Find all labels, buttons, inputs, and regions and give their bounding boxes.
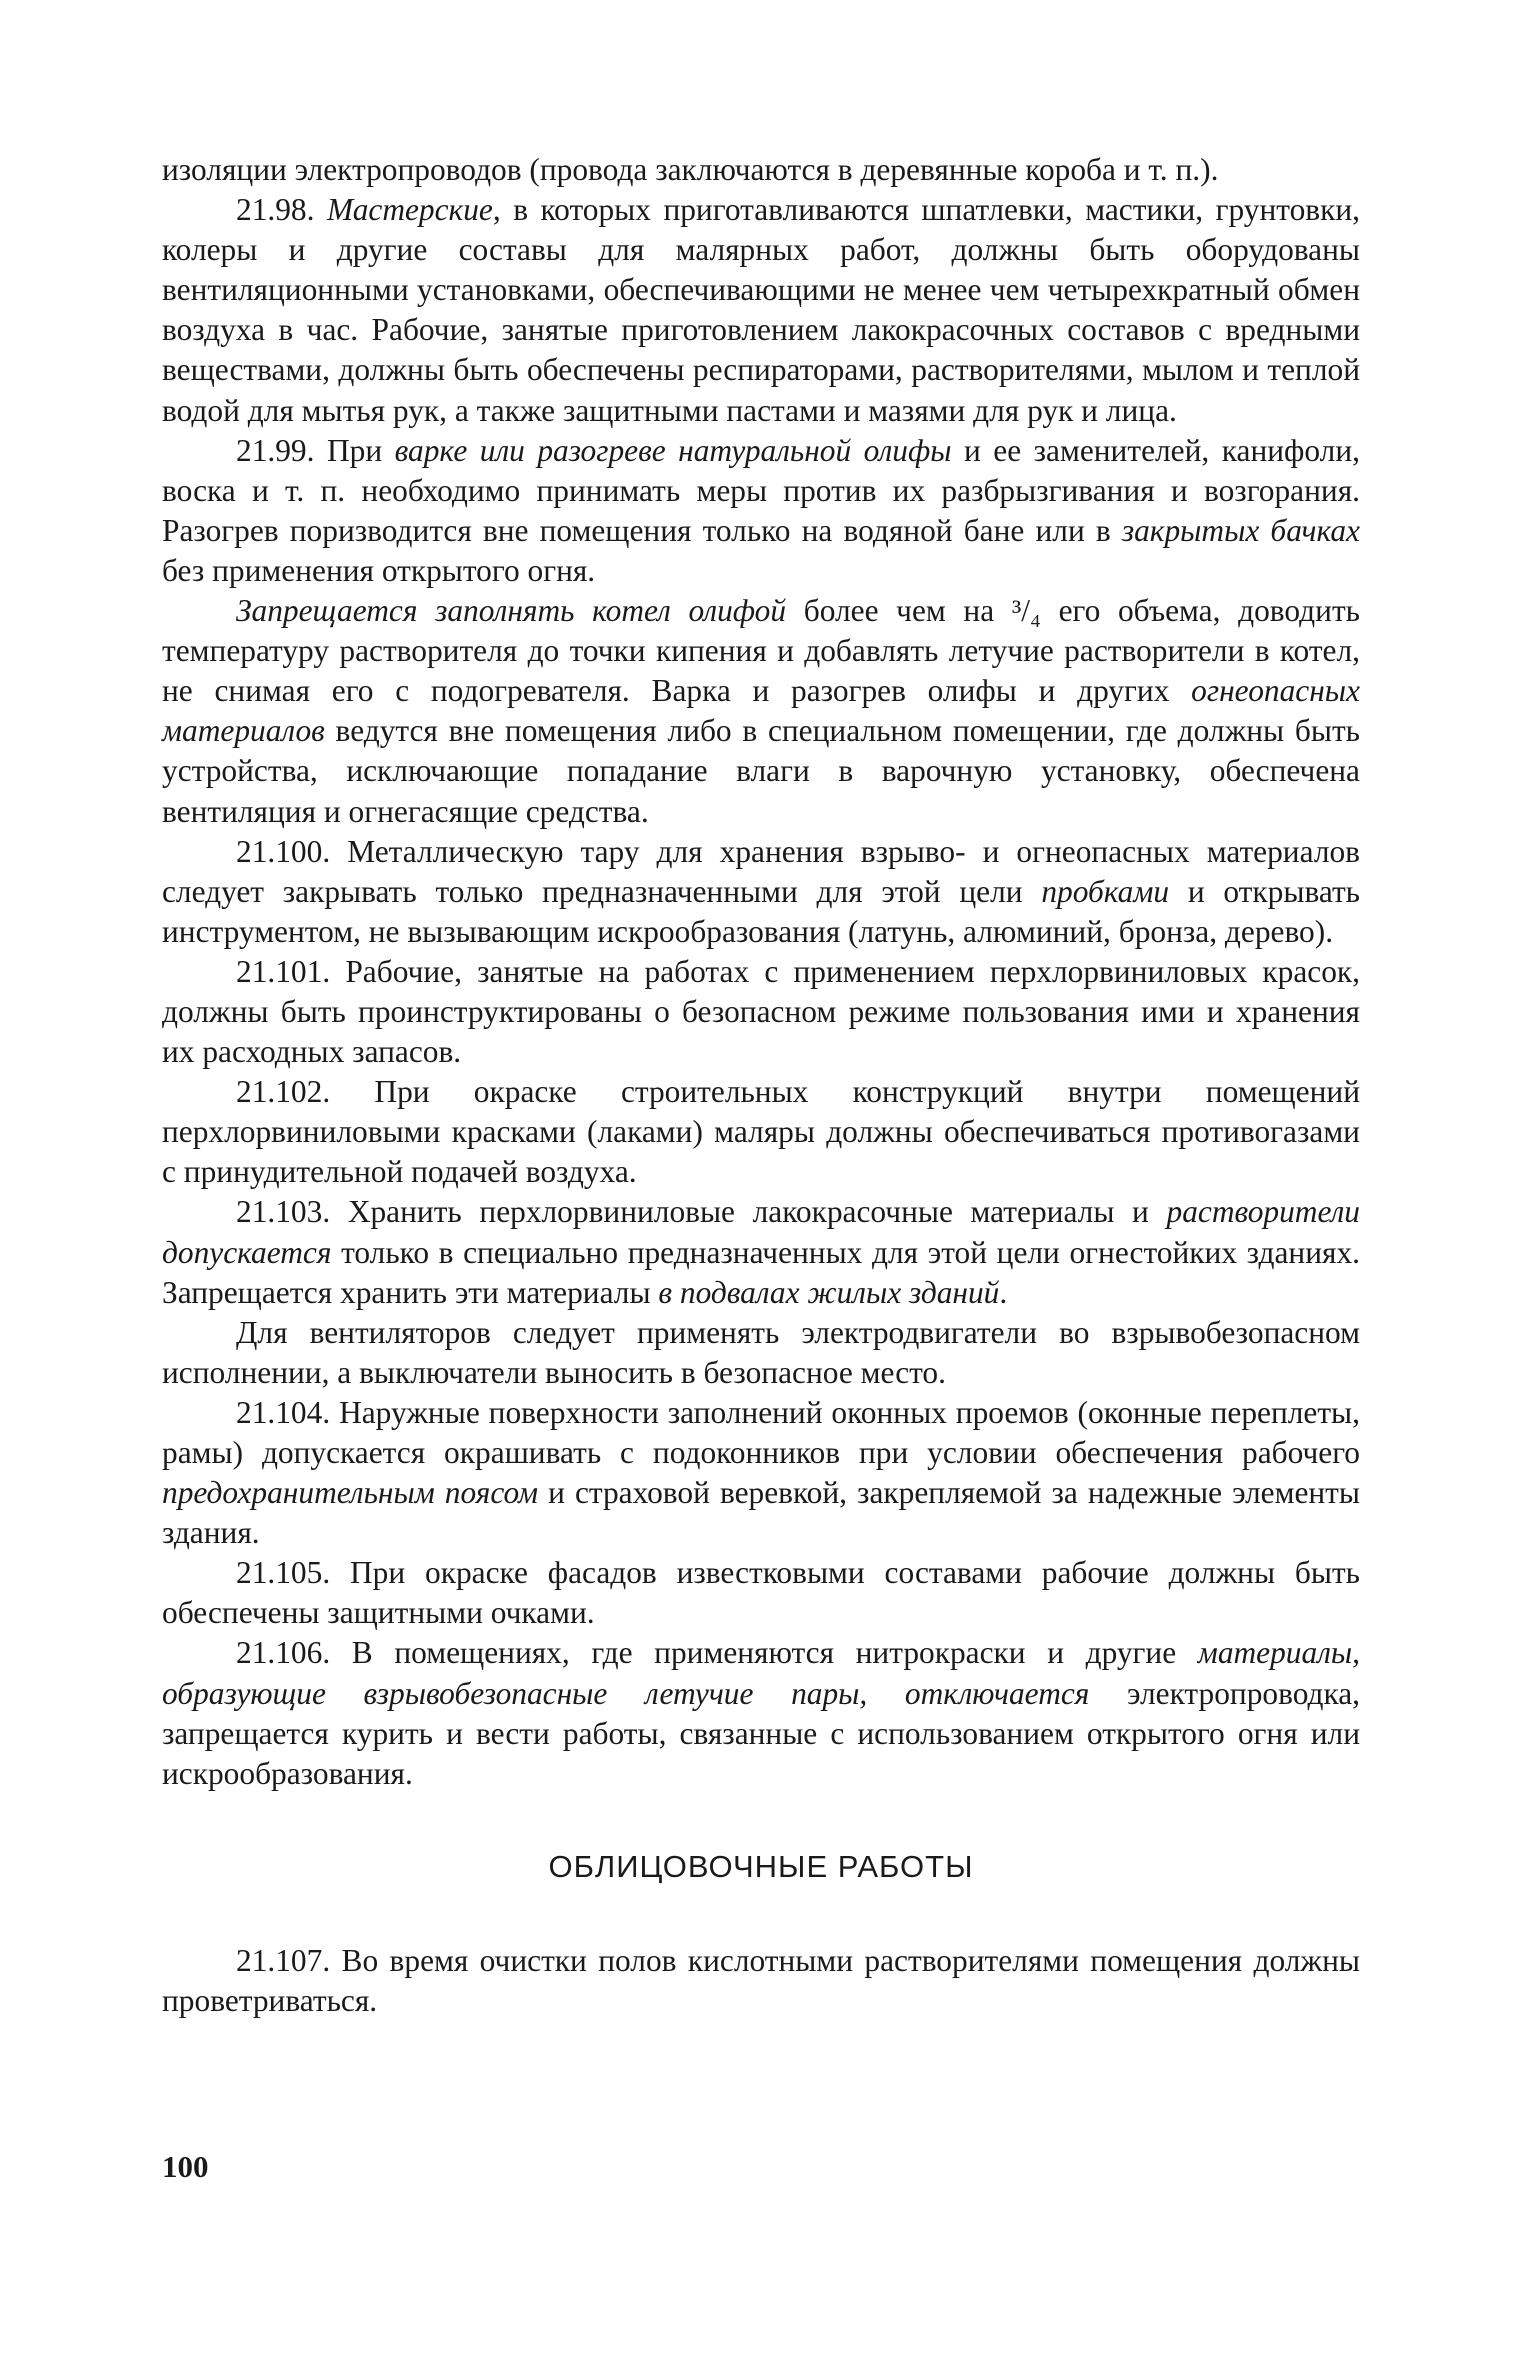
italic-run: предохранительным поясом [162,1475,539,1511]
text-run: электропроводка, запрещается курить и вести работы, связанные с использованием открытого огня или искрообразования. [162,1675,1361,1791]
paragraph-p21-102 [162,1072,1360,1192]
text-run: без применения открытого огня. [162,552,596,588]
text-run: 21.106. В помещениях, где применяются нитрокраски и другие [236,1635,1198,1671]
page-number: 100 [162,2149,209,2184]
text-run: ведутся вне помещения либо в специальном помещении, где должны быть устройства, исключающие попадание влаги в варочную установку, обеспечена вентиляция и огнегасящие средства. [162,713,1360,829]
text-run: , в которых приготавливаются шпатлевки, мастики, грунтовки, колеры и другие составы для малярных работ, должны быть оборудованы вентиляционными установками, обеспечивающими не менее чем четырехкратный обмен воздуха в час. Рабочие, занятые приготовлением лакокрасочных составов с вредными веществами, должны быть обеспечены респираторами, растворителями, мылом и теплой водой для мытья рук, а также защитными пастами и мазями для рук и лица. [162,192,1360,428]
text-run: . [999,1274,1008,1310]
paragraph-p21-100 [162,832,1360,952]
text-run: 21.101. Рабочие, занятые на работах с применением перхлорвиниловых красок, должны быть проинструктированы о безопасном режиме пользования ими и хранения их расходных запасов. [162,953,1360,1070]
section-heading: ОБЛИЦОВОЧНЫЕ РАБОТЫ [548,1848,974,1884]
page-body [162,150,1360,2021]
text-run: и ее заменителей, канифоли, воска и т. п. необходимо принимать меры против их разбрызгивания и возгорания. Разогрев поризводится вне помещения только на водяной бане или в [162,432,1360,548]
italic-run: варке или разогреве натуральной олифы [394,432,952,468]
italic-run: материалы, образующие взрывобезопасные летучие пары, отключается [162,1635,1360,1711]
text-run: 21.105. При окраске фасадов известковыми составами рабочие должны быть обеспечены защитными очками. [162,1555,1360,1631]
paragraph-p21-101 [162,952,1360,1072]
italic-run: Мастерские [326,192,493,228]
italic-run: огнеопасных материалов [162,673,1360,749]
text-run: 21.104. Наружные поверхности заполнений оконных проемов (оконные переплеты, рамы) допускается окрашивать с подоконников при условии обеспечения рабочего [162,1394,1360,1470]
body-text-bottom [162,1941,1360,2021]
body-text-top [162,150,1360,1794]
italic-run: растворители допускается [162,1194,1360,1270]
paragraph-p21-106 [162,1633,1360,1793]
paragraph-p21-103 [162,1192,1360,1312]
text-run: только в специально предназначенных для этой цели огнестойких зданиях. Запрещается хранить эти материалы [162,1234,1360,1310]
paragraph-p21-105 [162,1553,1360,1633]
paragraph-p21-103b [162,1313,1360,1393]
text-run: 21.100. Металлическую тару для хранения взрыво- и огнеопасных материалов следует закрывать только предназначенными для этой цели [162,833,1360,909]
paragraph-p21-99b [162,591,1360,832]
italic-run: в подвалах жилых зданий [658,1274,1000,1310]
text-run: более чем на ³/₄ его объема, доводить температуру растворителя до точки кипения и добавлять летучие растворители в котел, не снимая его с подогревателя. Варка и разогрев олифы и других [162,593,1360,709]
paragraph-p21-104 [162,1393,1360,1553]
text-run: и открывать инструментом, не вызывающим искрообразования (латунь, алюминий, бронза, дерево). [162,873,1361,949]
text-run: 21.98. [236,192,327,228]
text-run: и страховой веревкой, закрепляемой за надежные элементы здания. [162,1475,1360,1551]
italic-run: закрытых бачках [1121,512,1360,548]
text-run: изоляции электропроводов (провода заключаются в деревянные короба и т. п.). [162,152,1219,187]
text-run: Для вентиляторов следует применять электродвигатели во взрывобезопасном исполнении, а выключатели выносить в безопасное место. [162,1314,1360,1390]
paragraph-p0 [162,150,1360,190]
italic-run: Запрещается заполнять котел олифой [236,593,787,629]
paragraph-p21-107 [162,1941,1360,2021]
paragraph-p21-99 [162,431,1360,591]
text-run: 21.102. При окраске строительных конструкций внутри помещений перхлорвиниловыми красками (лаками) маляры должны обеспечиваться противогазами с принудительной подачей воздуха. [162,1074,1360,1190]
text-run: 21.99. При [236,432,395,468]
text-run: 21.107. Во время очистки полов кислотными растворителями помещения должны проветриваться. [162,1942,1360,2018]
italic-run: пробками [1041,873,1170,909]
paragraph-p21-98 [162,190,1360,431]
text-run: 21.103. Хранить перхлорвиниловые лакокрасочные материалы и [236,1194,1167,1230]
